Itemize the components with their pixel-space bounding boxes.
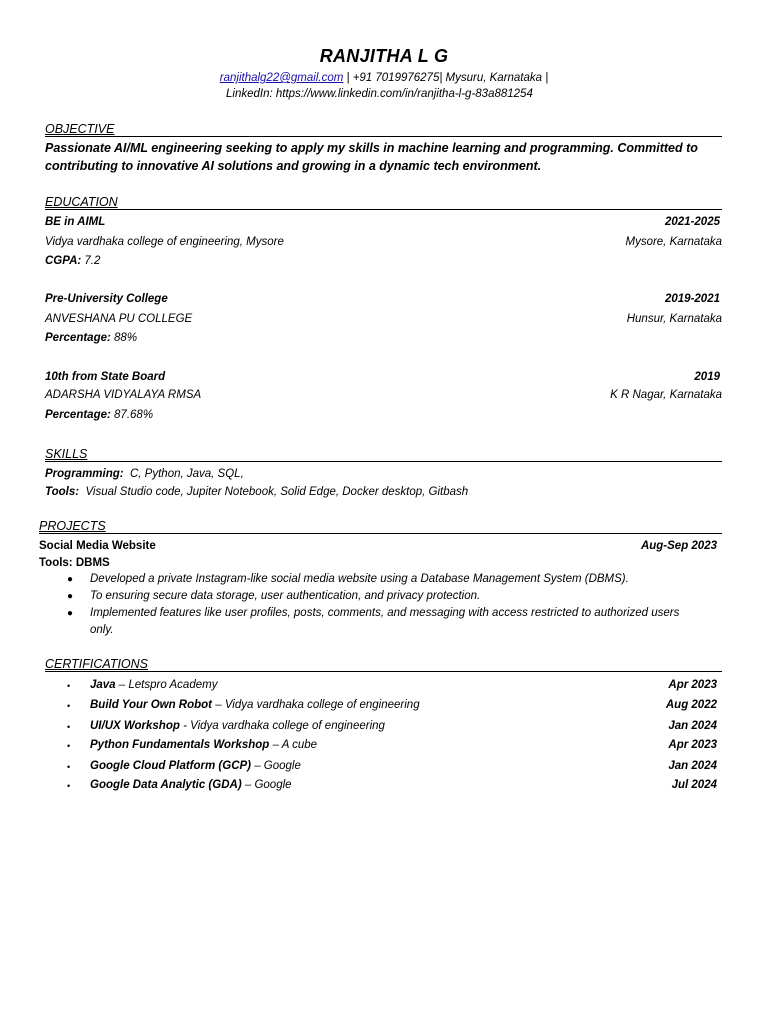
cert-date: Jan 2024: [668, 760, 717, 772]
edu-degree: 10th from State Board: [45, 371, 166, 383]
section-heading-objective: OBJECTIVE: [45, 122, 722, 137]
skills-tools: Tools: Visual Studio code, Jupiter Notebook, Solid Edge, Docker desktop, Gitbash: [45, 486, 469, 498]
project-date: Aug-Sep 2023: [640, 540, 717, 552]
project-bullet-continued: only.: [90, 624, 114, 636]
bullet-dot: •: [67, 701, 71, 711]
edu-location: K R Nagar, Karnataka: [610, 389, 722, 401]
edu-score: Percentage: 88%: [45, 332, 138, 344]
objective-text: Passionate AI/ML engineering seeking to apply my skills in machine learning and programming. Committed to contributing to innovative AI solutions and growing in a dynamic tech environment.: [45, 141, 698, 173]
cert-date: Apr 2023: [668, 679, 717, 691]
cert-item: Google Data Analytic (GDA) – Google: [90, 779, 292, 791]
contact-line: [0, 72, 768, 84]
cert-item: UI/UX Workshop - Vidya vardhaka college of engineering: [90, 720, 385, 732]
project-bullet: To ensuring secure data storage, user authentication, and privacy protection.: [90, 590, 481, 602]
section-heading-projects: PROJECTS: [39, 519, 722, 534]
bullet-dot: •: [67, 781, 71, 791]
edu-location: Hunsur, Karnataka: [626, 313, 722, 325]
project-tools: Tools: DBMS: [39, 557, 110, 569]
cert-item: Google Cloud Platform (GCP) – Google: [90, 760, 301, 772]
edu-years: 2019: [694, 371, 720, 383]
linkedin-line[interactable]: LinkedIn: https://www.linkedin.com/in/ranjitha-l-g-83a881254: [226, 88, 533, 100]
project-bullet: Implemented features like user profiles, posts, comments, and messaging with access restricted to authorized users: [90, 607, 680, 619]
skills-programming: Programming: C, Python, Java, SQL,: [45, 468, 244, 480]
bullet-dot: •: [67, 741, 71, 751]
section-heading-certifications: CERTIFICATIONS: [45, 657, 722, 672]
candidate-name: RANJITHA L G: [319, 46, 449, 66]
edu-school: ANVESHANA PU COLLEGE: [45, 313, 193, 325]
section-heading-skills: SKILLS: [45, 447, 722, 462]
edu-school: Vidya vardhaka college of engineering, Mysore: [45, 236, 284, 248]
section-heading-education: EDUCATION: [45, 195, 722, 210]
bullet-dot: •: [67, 762, 71, 772]
email-link[interactable]: ranjithalg22@gmail.com: [219, 72, 344, 84]
project-bullet: Developed a private Instagram-like social media website using a Database Management System (DBMS).: [90, 573, 629, 585]
edu-years: 2019-2021: [665, 293, 720, 305]
project-title: Social Media Website: [39, 540, 156, 552]
edu-school: ADARSHA VIDYALAYA RMSA: [45, 389, 202, 401]
bullet-dot: •: [67, 722, 71, 732]
edu-score: Percentage: 87.68%: [45, 409, 154, 421]
cert-date: Apr 2023: [668, 739, 717, 751]
cert-item: Java – Letspro Academy: [90, 679, 218, 691]
bullet-dot: ●: [67, 591, 74, 602]
edu-score: CGPA: 7.2: [45, 255, 101, 267]
cert-date: Aug 2022: [665, 699, 717, 711]
cert-item: Build Your Own Robot – Vidya vardhaka college of engineering: [90, 699, 420, 711]
edu-location: Mysore, Karnataka: [625, 236, 722, 248]
bullet-dot: •: [67, 681, 71, 691]
edu-degree: Pre-University College: [45, 293, 168, 305]
contact-details: | +91 7019976275| Mysuru, Karnataka |: [343, 72, 549, 84]
cert-item: Python Fundamentals Workshop – A cube: [90, 739, 318, 751]
edu-years: 2021-2025: [665, 216, 720, 228]
cert-date: Jan 2024: [668, 720, 717, 732]
bullet-dot: ●: [67, 574, 74, 585]
bullet-dot: ●: [67, 608, 74, 619]
edu-degree: BE in AIML: [45, 216, 106, 228]
cert-date: Jul 2024: [671, 779, 717, 791]
